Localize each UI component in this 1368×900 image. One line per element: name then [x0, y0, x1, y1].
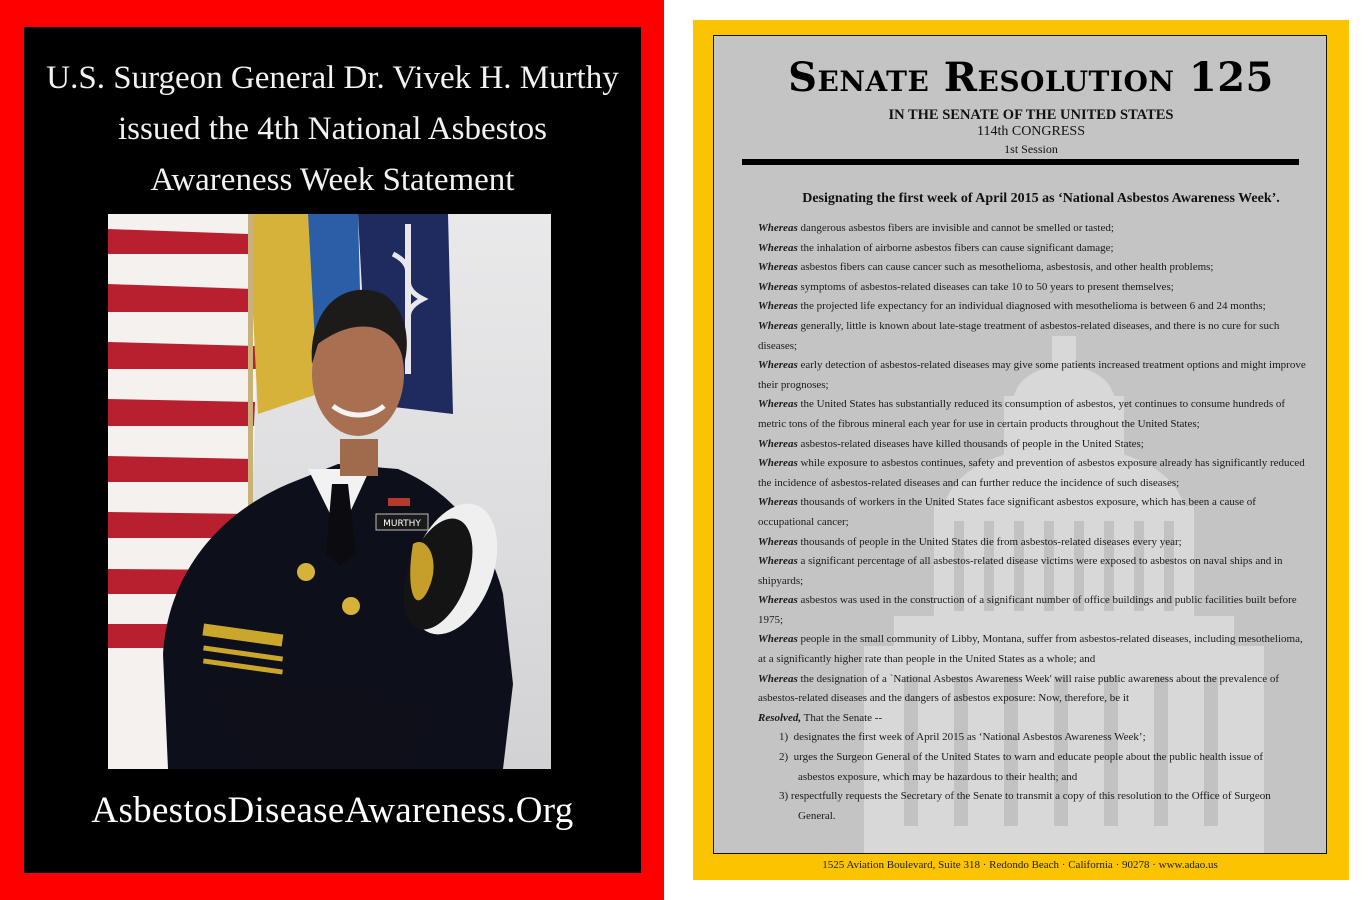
whereas-clause: Whereas the designation of a `National Asbestos Awareness Week' will raise public awareness about the prevalence of asbestos-related diseases and the dangers of asbestos exposure: Now, therefore, be it [758, 672, 1280, 705]
whereas-clause: Whereas while exposure to asbestos continues, safety and prevention of asbestos exposure already has significantly reduced the incidence of asbestos-related diseases and can further reduce the incidence of such diseases; [758, 457, 1305, 489]
resolved-clause: Resolved, That the Senate -- [758, 711, 883, 724]
resolved-item-3-continued: General. [798, 809, 836, 822]
resolution-title: Senate Resolution 125 [788, 54, 1274, 101]
left-poster-black-card [24, 27, 641, 873]
whereas-clause: Whereas thousands of workers in the United States face significant asbestos exposure, which has been a cause of occupational cancer; [758, 496, 1256, 528]
whereas-clause: Whereas the projected life expectancy for an individual diagnosed with mesothelioma is between 6 and 24 months; [758, 300, 1266, 313]
congress-heading: 114th CONGRESS [976, 124, 1085, 139]
face [312, 290, 407, 476]
whereas-clause: Whereas asbestos fibers can cause cancer such as mesothelioma, asbestosis, and other health problems; [758, 261, 1214, 274]
headline-line-1: U.S. Surgeon General Dr. Vivek H. Murthy [46, 60, 619, 96]
resolution-document [713, 35, 1327, 854]
designating-statement: Designating the first week of April 2015 as ‘National Asbestos Awareness Week’. [802, 191, 1280, 206]
resolution-panel [693, 20, 1349, 880]
name-tag: MURTHY [383, 519, 421, 529]
gold-flag [248, 214, 318, 414]
whereas-clause: Whereas symptoms of asbestos-related diseases can take 10 to 50 years to present themselves; [758, 280, 1174, 293]
whereas-clause: Whereas asbestos-related diseases have killed thousands of people in the United States; [758, 437, 1144, 450]
whereas-clause: Whereas the United States has substantially reduced its consumption of asbestos, yet continues to consume hundreds of metric tons of the fibrous mineral each year for use in certain products throughout the United States; [758, 398, 1286, 430]
whereas-clause: Whereas people in the small community of Libby, Montana, suffer from asbestos-related diseases, including mesothelioma, at a significantly higher rate than people in the United States as a whole; and [758, 633, 1303, 666]
headline-line-2: issued the 4th National Asbestos [118, 111, 547, 147]
whereas-clause: Whereas thousands of people in the United States die from asbestos-related diseases every year; [758, 535, 1182, 548]
headline-line-3: Awareness Week Statement [150, 162, 515, 198]
senate-heading: IN THE SENATE OF THE UNITED STATES [888, 107, 1174, 123]
surgeon-general-portrait [108, 214, 551, 769]
resolved-item-3: 3) respectfully requests the Secretary of the Senate to transmit a copy of this resolution to the Office of Surgeon [779, 790, 1271, 803]
left-poster-panel [0, 0, 664, 900]
resolved-item-2-continued: asbestos exposure, which may be hazardous to their health; and [798, 770, 1078, 783]
whereas-clause: Whereas asbestos was used in the construction of a significant number of office buildings and public facilities built before 1975; [758, 594, 1297, 626]
resolution-body [758, 219, 1310, 826]
organization-address: 1525 Aviation Boulevard, Suite 318 · Redondo Beach · California · 90278 · www.adao.us [822, 859, 1218, 871]
headline [24, 53, 641, 206]
resolved-item-1: 1) designates the first week of April 2015 as ‘National Asbestos Awareness Week’; [779, 731, 1146, 744]
whereas-clause: Whereas the inhalation of airborne asbestos fibers can cause significant damage; [758, 241, 1114, 254]
title-divider [742, 159, 1299, 165]
session-heading: 1st Session [1004, 142, 1058, 156]
whereas-clause: Whereas dangerous asbestos fibers are invisible and cannot be smelled or tasted; [758, 222, 1114, 234]
website-url[interactable]: AsbestosDiseaseAwareness.Org [91, 790, 574, 831]
resolved-item-2: 2) urges the Surgeon General of the United States to warn and educate people about the public health issue of [779, 751, 1264, 764]
whereas-clause: Whereas early detection of asbestos-related diseases may give some patients increased treatment options and might improve their prognoses; [758, 359, 1306, 391]
whereas-clause: Whereas a significant percentage of all asbestos-related disease victims were exposed to asbestos on naval ships and in shipyards; [758, 555, 1283, 587]
whereas-clause: Whereas generally, little is known about late-stage treatment of asbestos-related diseases, and there is no cure for such diseases; [758, 319, 1280, 352]
